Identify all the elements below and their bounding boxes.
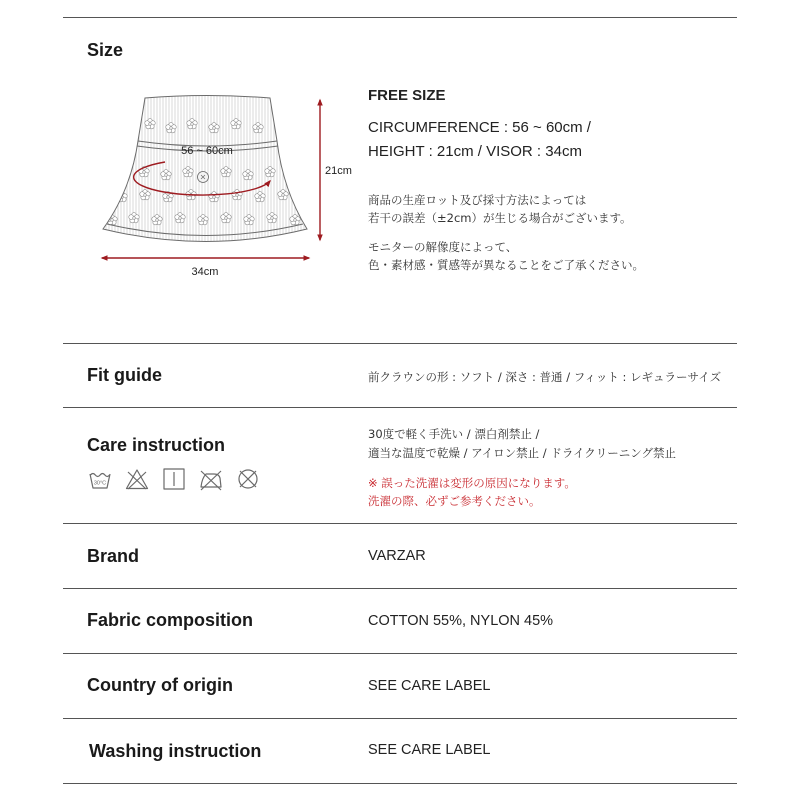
- flower-center: [294, 219, 297, 222]
- brand-value: VARZAR: [368, 548, 426, 564]
- origin-heading: Country of origin: [87, 675, 233, 695]
- flower-center: [133, 217, 136, 220]
- size-note-line-1: 商品の生産ロット及び採寸方法によっては: [368, 193, 587, 207]
- washing-heading: Washing instruction: [89, 741, 262, 761]
- flower-center: [191, 123, 194, 126]
- divider-fit: [63, 407, 737, 408]
- height-label: 21cm: [325, 165, 352, 177]
- care-heading: Care instruction: [87, 435, 226, 455]
- divider-top: [63, 17, 737, 18]
- brand-heading: Brand: [87, 546, 140, 566]
- flower-center: [257, 127, 260, 130]
- fabric-heading: Fabric composition: [87, 610, 254, 630]
- origin-value: SEE CARE LABEL: [368, 678, 491, 694]
- flower-center: [187, 171, 190, 174]
- flower-center: [236, 194, 239, 197]
- flower-center: [167, 196, 170, 199]
- divider-fabric: [63, 653, 737, 654]
- circumference-label: 56 ~ 60cm: [181, 145, 233, 157]
- flower-center: [111, 219, 114, 222]
- flower-center: [179, 217, 182, 220]
- circumference-text: CIRCUMFERENCE : 56 ~ 60cm /: [368, 119, 591, 136]
- flower-center: [202, 219, 205, 222]
- size-note-line-3: モニターの解像度によって、: [368, 240, 518, 254]
- hat-size-diagram: [90, 85, 360, 285]
- no-bleach-icon: [125, 467, 149, 491]
- flower-center: [235, 123, 238, 126]
- divider-brand: [63, 588, 737, 589]
- size-note-line-2: 若干の誤差（±2cm）が生じる場合がございます。: [368, 211, 632, 225]
- height-visor-text: HEIGHT : 21cm / VISOR : 34cm: [368, 143, 582, 160]
- divider-bottom: [63, 783, 737, 784]
- divider-care: [63, 523, 737, 524]
- wash-temperature-label: 30°C: [93, 480, 107, 487]
- fabric-value: COTTON 55%, NYLON 45%: [368, 613, 554, 629]
- logo-button: [198, 172, 209, 183]
- flower-center: [271, 217, 274, 220]
- divider-size: [63, 343, 737, 344]
- divider-origin: [63, 718, 737, 719]
- wash-water-wave: [91, 474, 110, 477]
- flower-center: [156, 219, 159, 222]
- dry-clean-cross: [240, 471, 256, 487]
- flower-center: [143, 171, 146, 174]
- flower-center: [225, 217, 228, 220]
- flower-center: [149, 123, 152, 126]
- flower-center: [165, 174, 168, 177]
- no-iron-icon: [199, 467, 223, 491]
- fit-guide-heading: Fit guide: [87, 365, 162, 385]
- flower-center: [259, 196, 262, 199]
- washing-value: SEE CARE LABEL: [368, 742, 491, 758]
- line-dry-icon: [162, 467, 186, 491]
- care-warning-1: ※ 誤った洗濯は変形の原因になります。: [368, 476, 576, 490]
- care-line-2: 適当な温度で乾燥 / アイロン禁止 / ドライクリーニング禁止: [368, 446, 677, 460]
- width-label: 34cm: [191, 266, 219, 278]
- size-note-line-4: 色・素材感・質感等が異なることをご了承ください。: [368, 258, 644, 272]
- no-dry-clean-icon: [236, 467, 260, 491]
- fit-guide-value: 前クラウンの形 : ソフト / 深さ : 普通 / フィット : レギュラーサイズ: [368, 370, 722, 384]
- size-heading: Size: [87, 40, 124, 60]
- flower-center: [225, 171, 228, 174]
- flower-center: [213, 196, 216, 199]
- free-size-title: FREE SIZE: [368, 87, 446, 104]
- flower-center: [144, 194, 147, 197]
- flower-center: [269, 171, 272, 174]
- hand-wash-30-icon: [88, 467, 112, 491]
- flower-center: [247, 174, 250, 177]
- care-line-1: 30度で軽く手洗い / 漂白剤禁止 /: [368, 427, 540, 441]
- flower-center: [170, 127, 173, 130]
- care-warning-2: 洗濯の際、必ずご参考ください。: [368, 494, 541, 508]
- flower-center: [248, 219, 251, 222]
- flower-center: [213, 127, 216, 130]
- flower-center: [282, 194, 285, 197]
